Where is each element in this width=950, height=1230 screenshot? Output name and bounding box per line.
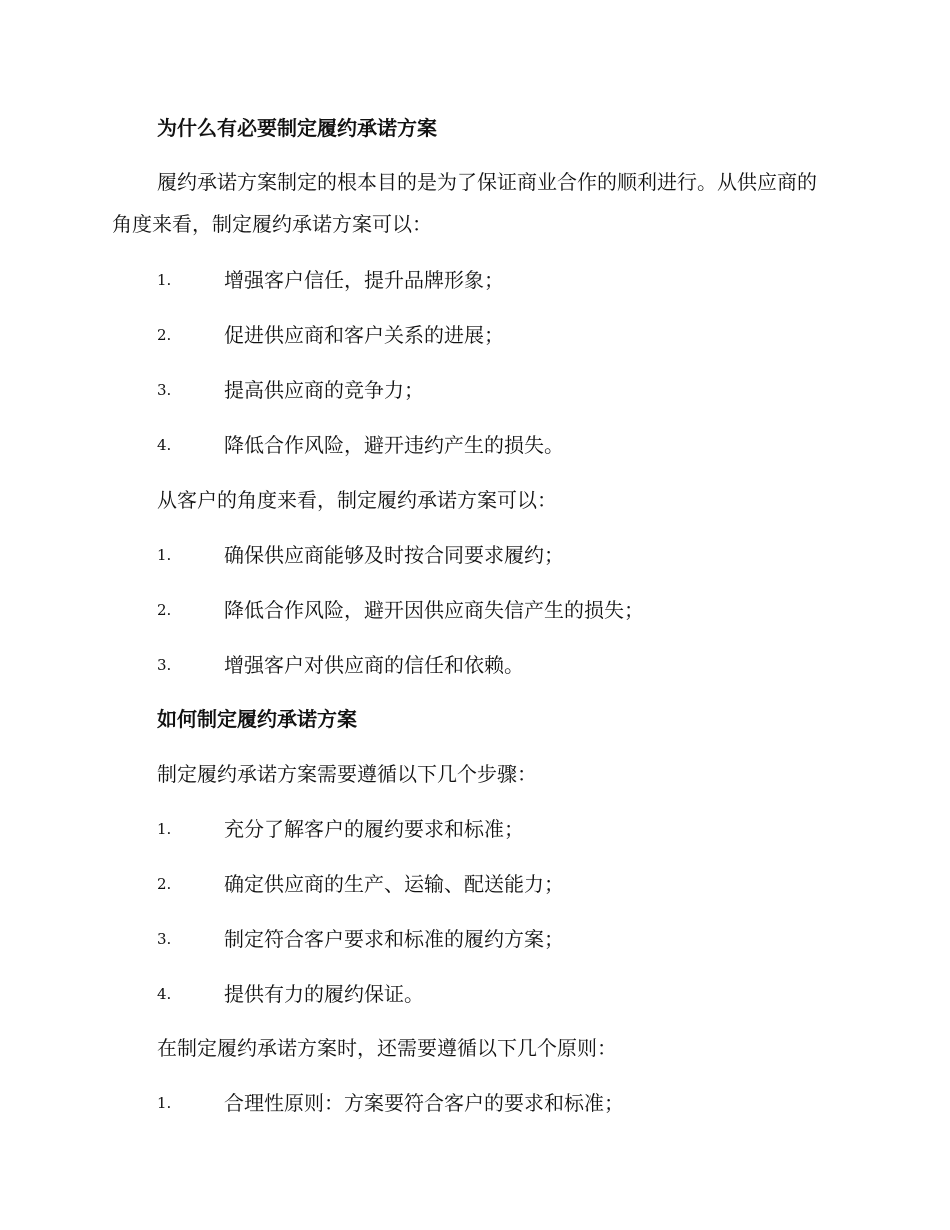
list-item-text: 制定符合客户要求和标准的履约方案；: [224, 927, 564, 951]
customer-lead-paragraph: 从客户的角度来看，制定履约承诺方案可以：: [157, 488, 557, 512]
list-item-number: 4.: [157, 985, 172, 1003]
list-item-text: 促进供应商和客户关系的进展；: [224, 323, 504, 347]
section-heading-why: 为什么有必要制定履约承诺方案: [157, 116, 437, 140]
list-item-text: 充分了解客户的履约要求和标准；: [224, 817, 524, 841]
principles-lead-paragraph: 在制定履约承诺方案时，还需要遵循以下几个原则：: [157, 1036, 617, 1060]
list-item-text: 提高供应商的竞争力；: [224, 378, 424, 402]
list-item-text: 确保供应商能够及时按合同要求履约；: [224, 543, 564, 567]
list-item-number: 2.: [157, 875, 172, 893]
list-item-number: 3.: [157, 381, 172, 399]
list-item-number: 1.: [157, 271, 172, 289]
list-item-text: 确定供应商的生产、运输、配送能力；: [224, 872, 564, 896]
list-item-text: 降低合作风险，避开因供应商失信产生的损失；: [224, 598, 644, 622]
list-item-number: 3.: [157, 656, 172, 674]
list-item-number: 1.: [157, 820, 172, 838]
list-item-number: 2.: [157, 326, 172, 344]
list-item-number: 1.: [157, 1094, 172, 1112]
list-item-number: 3.: [157, 930, 172, 948]
list-item-text: 合理性原则：方案要符合客户的要求和标准；: [224, 1091, 624, 1115]
list-item-text: 增强客户信任，提升品牌形象；: [224, 268, 504, 292]
list-item-number: 2.: [157, 601, 172, 619]
steps-lead-paragraph: 制定履约承诺方案需要遵循以下几个步骤：: [157, 762, 537, 786]
list-item-text: 降低合作风险，避开违约产生的损失。: [224, 433, 564, 457]
list-item-number: 4.: [157, 436, 172, 454]
section-heading-how: 如何制定履约承诺方案: [157, 707, 357, 731]
list-item-text: 增强客户对供应商的信任和依赖。: [224, 653, 524, 677]
list-item-text: 提供有力的履约保证。: [224, 982, 424, 1006]
list-item-number: 1.: [157, 546, 172, 564]
intro-paragraph: 履约承诺方案制定的根本目的是为了保证商业合作的顺利进行。从供应商的角度来看，制定履约承诺方案可以：: [112, 170, 817, 236]
